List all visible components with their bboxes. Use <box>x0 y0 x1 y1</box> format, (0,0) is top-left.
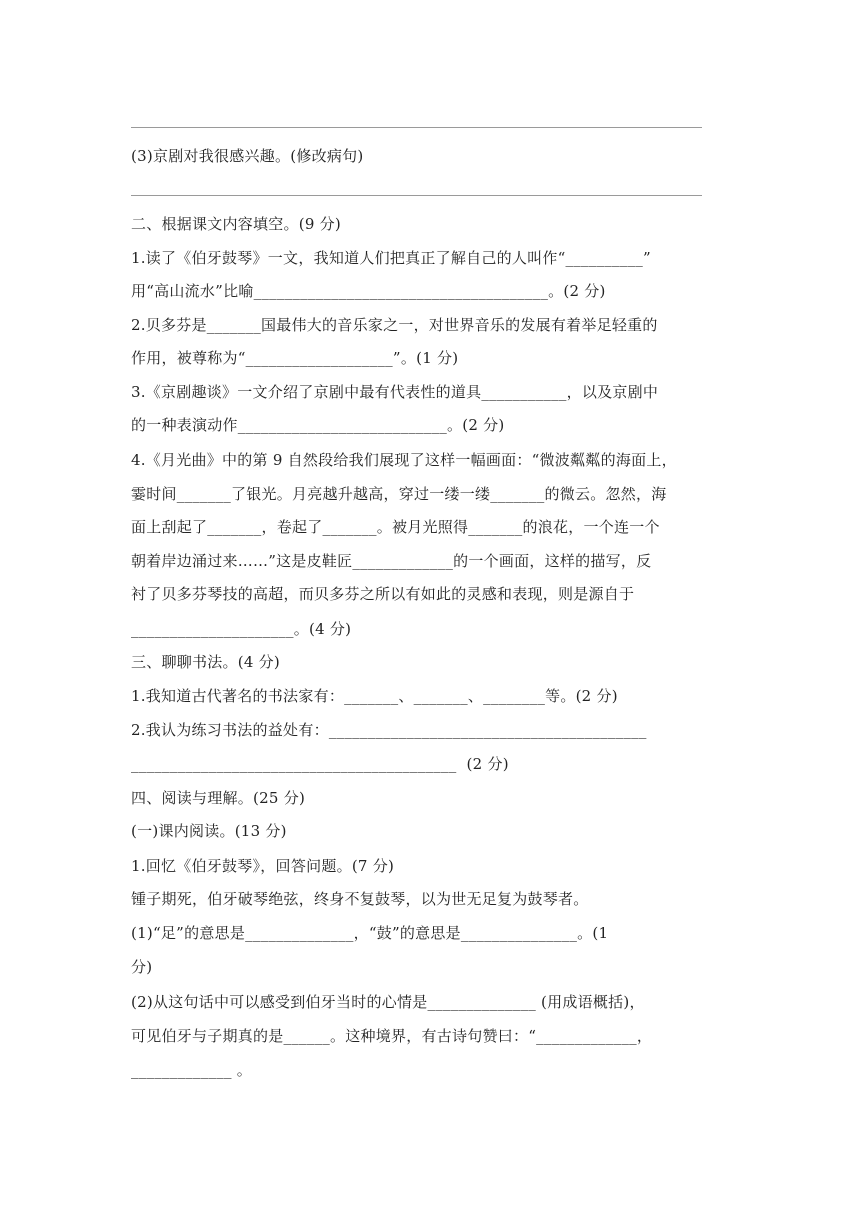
text-line: 3.《京剧趣谈》一文介绍了京剧中最有代表性的道具___________，以及京剧中 <box>131 383 659 401</box>
text-line: 2.我认为练习书法的益处有：_________________________________________ <box>131 721 647 739</box>
text-line: 4.《月光曲》中的第 9 自然段给我们展现了这样一幅画面：“微波粼粼的海面上， <box>131 451 677 469</box>
text-line: 的一种表演动作___________________________。(2 分) <box>131 416 505 434</box>
section-three-heading: 三、聊聊书法。(4 分) <box>131 653 281 671</box>
answer-line-2 <box>131 195 702 196</box>
text-line: (2)从这句话中可以感受到伯牙当时的心情是______________ (用成语概括)， <box>131 993 645 1011</box>
text-line: 分) <box>131 958 153 976</box>
text-line: 衬了贝多芬琴技的高超，而贝多芬之所以有如此的灵感和表现，则是源自于 <box>131 585 635 603</box>
text-line: 1.回忆《伯牙鼓琴》，回答问题。(7 分) <box>131 857 395 875</box>
text-line: 1.读了《伯牙鼓琴》一文，我知道人们把真正了解自己的人叫作“__________” <box>131 249 651 267</box>
text-line: 2.贝多芬是_______国最伟大的音乐家之一，对世界音乐的发展有着举足轻重的 <box>131 316 658 334</box>
text-line: (一)课内阅读。(13 分) <box>131 822 287 840</box>
text-line: (1)“足”的意思是______________，“鼓”的意思是_______________。(1 <box>131 924 609 942</box>
text-line: 霎时间_______了银光。月亮越升越高，穿过一缕一缕_______的微云。忽然，海 <box>131 485 667 503</box>
section-two-heading: 二、根据课文内容填空。(9 分) <box>131 215 342 233</box>
text-line: _____________ 。 <box>131 1061 253 1079</box>
text-line: __________________________________________ (2 分) <box>131 755 509 773</box>
text-line: 面上刮起了_______，卷起了_______。被月光照得_______的浪花，一个连一个 <box>131 518 660 536</box>
text-line: 用“高山流水”比喻______________________________________。(2 分) <box>131 282 606 300</box>
text-line: 作用，被尊称为“___________________”。(1 分) <box>131 349 459 367</box>
section-four-heading: 四、阅读与理解。(25 分) <box>131 789 306 807</box>
answer-line-1 <box>131 127 702 128</box>
text-line: (3)京剧对我很感兴趣。(修改病句) <box>131 147 364 165</box>
text-line: _____________________。(4 分) <box>131 620 352 638</box>
text-line: 朝着岸边涌过来……”这是皮鞋匠_____________的一个画面，这样的描写，反 <box>131 552 652 570</box>
text-line: 1.我知道古代著名的书法家有：_______、_______、________等。(2 分) <box>131 687 618 705</box>
classical-quote: 锺子期死，伯牙破琴绝弦，终身不复鼓琴，以为世无足复为鼓琴者。 <box>131 890 589 908</box>
text-line: 可见伯牙与子期真的是______。这种境界，有古诗句赞曰：“_____________， <box>131 1027 653 1045</box>
